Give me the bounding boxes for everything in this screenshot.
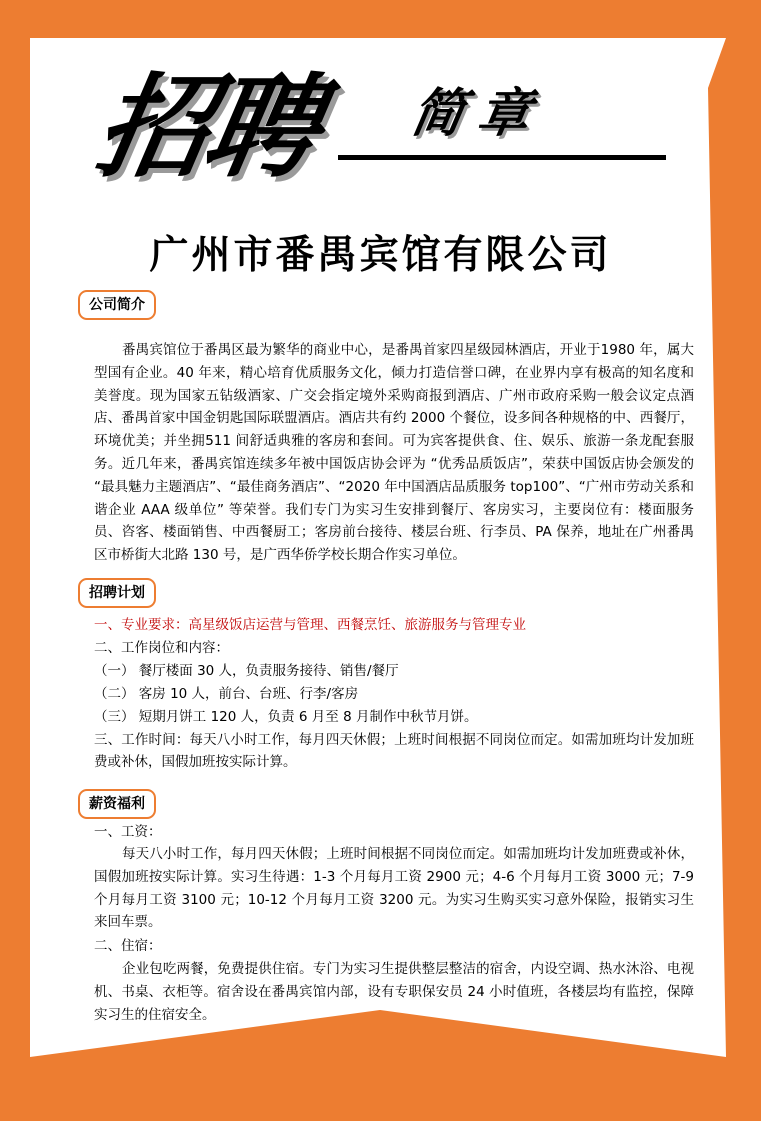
section-badge-plan: 招聘计划 [78,578,156,608]
company-name: 广州市番禺宾馆有限公司 [149,232,612,278]
plan-line-restaurant: （一） 餐厅楼面 30 人，负责服务接待、销售/餐厅 [94,663,399,679]
title-sub: 简章 [406,84,550,144]
title-underline [338,155,666,160]
plan-line-mooncake: （三） 短期月饼工 120 人，负责 6 月至 8 月制作中秋节月饼。 [94,709,478,725]
wage-paragraph: 每天八小时工作，每月四天休假；上班时间根据不同岗位而定。如需加班均计发加班费或补休，国假加班按实际计算。实习生待遇：1-3 个月每月工资 2900 元；4-6 个月每月工资 3000 元；7-9 个月每月工资 3100 元；10-12 个月每月工资 3200 元。为实习生购买实习意外保险，报销实习生来回车票。 [94,846,694,931]
wage-title: 一、工资： [94,824,162,840]
title-main: 招聘 [86,63,326,193]
housing-title: 二、住宿： [94,938,162,954]
section-badge-benefits: 薪资福利 [78,789,156,819]
plan-line-rooms: （二） 客房 10 人，前台、台班、行李/客房 [94,686,359,702]
plan-line-positions: 二、工作岗位和内容： [94,640,229,656]
section-badge-intro: 公司简介 [78,290,156,320]
intro-paragraph: 番禺宾馆位于番禺区最为繁华的商业中心，是番禺首家四星级园林酒店，开业于1980 年，属大型国有企业。40 年来，精心培育优质服务文化，倾力打造信誉口碑，在业界内享有极高的知名度和美誉度。现为国家五钻级酒家、广交会指定境外采购商报到酒店、广州市政府采购一般会议定点酒店、番禺首家中国金钥匙国际联盟酒店。酒店共有约 2000 个餐位，设多间各种规格的中、西餐厅，环境优美；并坐拥511 间舒适典雅的客房和套间。可为宾客提供食、住、娱乐、旅游一条龙配套服务。近几年来，番禺宾馆连续多年被中国饭店协会评为 “优秀品质饭店”，荣获中国饭店协会颁发的 “最具魅力主题酒店”、“最佳商务酒店”、“2020 年中国酒店品质服务 top100”、“广州市劳动关系和谐企业 AAA 级单位” 等荣誉。我们专门为实习生安排到餐厅、客房实习，主要岗位有：楼面服务员、咨客、楼面销售、中西餐厨工；客房前台接待、楼层台班、行李员、PA 保养，地址在广州番禺区市桥街大北路 130 号，是广西华侨学校长期合作实习单位。 [94,342,694,564]
plan-line-major: 一、专业要求：高星级饭店运营与管理、西餐烹饪、旅游服务与管理专业 [94,617,526,633]
plan-hours: 三、工作时间：每天八小时工作，每月四天休假；上班时间根据不同岗位而定。如需加班均计发加班费或补休，国假加班按实际计算。 [94,732,694,770]
housing-paragraph: 企业包吃两餐，免费提供住宿。专门为实习生提供整层整洁的宿舍，内设空调、热水沐浴、电视机、书桌、衣柜等。宿舍设在番禺宾馆内部，设有专职保安员 24 小时值班，各楼层均有监控，保障实习生的住宿安全。 [94,961,694,1023]
